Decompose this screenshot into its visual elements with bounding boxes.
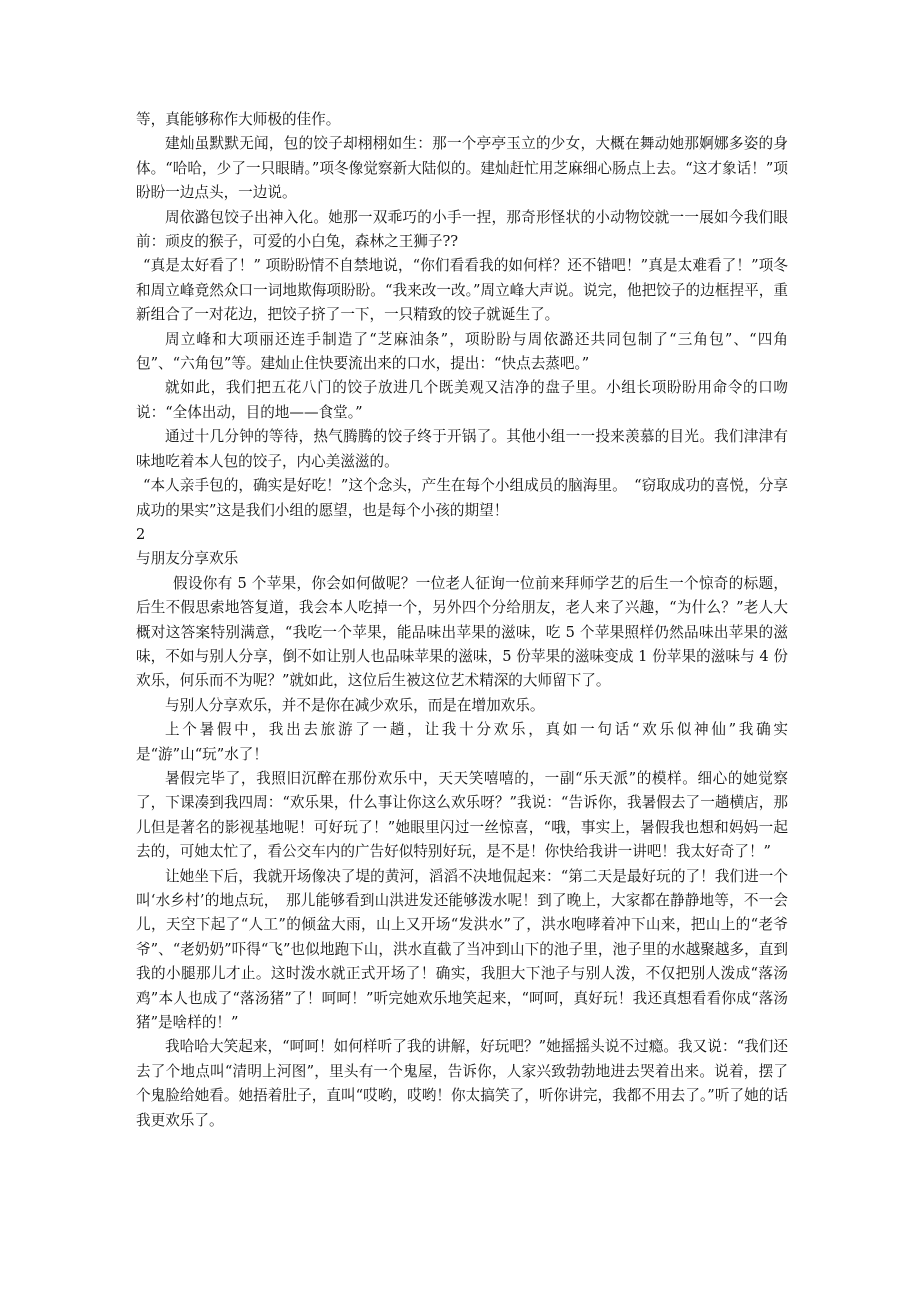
- paragraph: 我哈哈大笑起来，“呵呵！如何样听了我的讲解，好玩吧？”她摇摇头说不过瘾。我又说：“我们还去了个地点叫“清明上河图”，里头有一个鬼屋，告诉你，人家兴致勃勃地进去哭着出来。说着，摆了个鬼脸给她看。她捂着肚子，直叫“哎哟，哎哟！你太搞笑了，听你讲完，我都不用去了。”听了她的话我更欢乐了。: [136, 1038, 788, 1129]
- paragraph: 就如此，我们把五花八门的饺子放进几个既美观又洁净的盘子里。小组长项盼盼用命令的口吻说：“全体出动，目的地——食堂。”: [136, 379, 788, 421]
- paragraph: 周立峰和大项丽还连手制造了“芝麻油条”，项盼盼与周依潞还共同包制了“三角包”、“四角包”、“六角包”等。建灿止住快要流出来的口水，提出：“快点去蒸吧。”: [136, 330, 788, 373]
- paragraph: 暑假完毕了，我照旧沉醉在那份欢乐中，天天笑嘻嘻的，一副“乐天派”的模样。细心的她觉察了，下课凑到我四周：“欢乐果，什么事让你这么欢乐呀？”我说：“告诉你，我暑假去了一趟横店，那儿但是著名的影视基地呢！可好玩了！”她眼里闪过一丝惊喜，“哦，事实上，暑假我也想和妈妈一起去的，可她太忙了，看公交车内的广告好似特别好玩，是不是！你快给我讲一讲吧！我太好奇了！”: [136, 769, 788, 861]
- paragraph: 与别人分享欢乐，并不是你在减少欢乐，而是在增加欢乐。: [165, 696, 545, 714]
- document-page: [136, 108, 788, 1133]
- section-number: 2: [136, 525, 146, 543]
- paragraph: 周依潞包饺子出神入化。她那一双乖巧的小手一捏，那奇形怪状的小动物饺就一一展如今我们眼前：顽皮的猴子，可爱的小白兔，森林之王狮子??: [136, 208, 788, 251]
- paragraph: 上个暑假中，我出去旅游了一趟，让我十分欢乐，真如一句话“欢乐似神仙”我确实是“游”山“玩”水了！: [136, 721, 788, 763]
- paragraph: 等，真能够称作大师极的佳作。: [136, 111, 341, 128]
- paragraph: 通过十几分钟的等待，热气腾腾的饺子终于开锅了。其他小组一一投来羡慕的目光。我们津津有味地吃着本人包的饺子，内心美滋滋的。: [136, 428, 788, 470]
- paragraph: 让她坐下后，我就开场像决了堤的黄河，滔滔不决地侃起来：“第二天是最好玩的了！我们进一个叫‘水乡村’的地点玩， 那儿能够看到山洪进发还能够泼水呢！到了晚上，大家都在静静地等，不一会儿，天空下起了“人工”的倾盆大雨，山上又开场“发洪水”了，洪水咆哮着冲下山来，把山上的“老爷爷”、“老奶奶”吓得“飞”也似地跑下山，洪水直截了当冲到山下的池子里，池子里的水越聚越多，直到我的小腿那儿才止。这时泼水就正式开场了！确实，我胆大下池子与别人泼，不仅把别人泼成“落汤鸡”本人也成了“落汤猪”了！呵呵！”听完她欢乐地笑起来，“呵呵，真好玩！我还真想看看你成“落汤猪”是啥样的！”: [136, 867, 788, 1032]
- paragraph: “本人亲手包的，确实是好吃！”这个念头，产生在每个小组成员的脑海里。 “窃取成功的喜悦，分享成功的果实”这是我们小组的愿望，也是每个小孩的期望！: [136, 477, 788, 519]
- paragraph: 建灿虽默默无闻，包的饺子却栩栩如生：那一个亭亭玉立的少女，大概在舞动她那婀娜多姿的身体。“哈哈，少了一只眼睛。”项冬像觉察新大陆似的。建灿赶忙用芝麻细心肠点上去。“这才象话！”项盼盼一边点头，一边说。: [136, 135, 788, 202]
- section-title: 与朋友分享欢乐: [136, 550, 239, 568]
- paragraph: 假设你有 5 个苹果，你会如何做呢？一位老人征询一位前来拜师学艺的后生一个惊奇的标题，后生不假思索地答复道，我会本人吃掉一个，另外四个分给朋友，老人来了兴趣，“为什么？”老人大概对这答案特别满意，“我吃一个苹果，能品味出苹果的滋味，吃 5 个苹果照样仍然品味出苹果的滋味，不如与别人分享，倒不如让别人也品味苹果的滋味，5 份苹果的滋味变成 1 份苹果的滋味与 4 份欢乐，何乐而不为呢？”就如此，这位后生被这位艺术精深的大师留下了。: [136, 574, 788, 690]
- paragraph: “真是太好看了！” 项盼盼情不自禁地说，“你们看看我的如何样？还不错吧！”真是太难看了！”项冬和周立峰竟然众口一词地欺侮项盼盼。“我来改一改。”周立峰大声说。说完，他把饺子的边框捏平，重新组合了一对花边，把饺子挤了一下，一只精致的饺子就诞生了。: [136, 257, 788, 324]
